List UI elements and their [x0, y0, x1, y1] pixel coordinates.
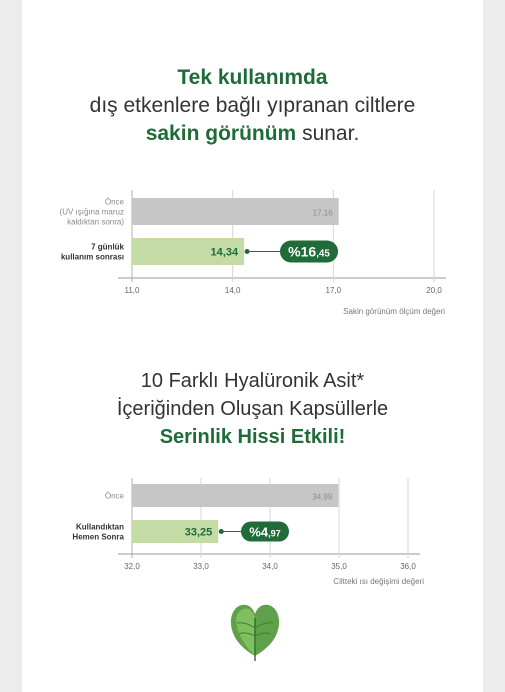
content-card: [22, 0, 483, 692]
bar: [132, 198, 339, 225]
category-label: Önce: [104, 491, 124, 501]
badge-value-dec: ,97: [268, 528, 281, 539]
x-axis-label: Sakin görünüm ölçüm değeri: [343, 307, 445, 316]
headline-2-line-3: Serinlik Hissi Etkili!: [159, 426, 346, 448]
headline-1-line-3-rest: sunar.: [296, 122, 360, 145]
x-axis-label: Ciltteki ısı değişimi değeri: [333, 577, 424, 586]
tick-label: 34,0: [262, 562, 278, 571]
headline-2-line-2: İçeriğinden Oluşan Kapsüllerle: [116, 398, 389, 420]
badge-dot: [219, 529, 224, 534]
headline-2-line-1: 10 Farklı Hyalüronik Asit*: [140, 370, 365, 392]
tick-label: 35,0: [331, 562, 347, 571]
headline-1-line-3-bold: sakin görünüm: [145, 122, 297, 145]
headline-2: [22, 367, 483, 451]
tick-label: 32,0: [124, 562, 140, 571]
badge-value-int: 4: [260, 524, 269, 540]
bar: [132, 484, 338, 507]
headline-1-line-2: dış etkenlere bağlı yıpranan ciltlere: [89, 94, 416, 117]
category-label: kaldıktan sonra): [67, 217, 124, 227]
badge-value-int: 16: [300, 243, 317, 260]
badge-percent-sign: %: [288, 243, 301, 260]
headline-1: [22, 64, 483, 148]
category-label: Önce: [104, 197, 124, 207]
tick-label: 11,0: [124, 286, 140, 295]
leaf-heart-icon: [227, 598, 283, 662]
category-label: Hemen Sonra: [72, 532, 124, 542]
bar-value-label: 34,99: [312, 492, 333, 502]
tick-label: 33,0: [193, 562, 209, 571]
category-label: kullanım sonrası: [60, 252, 124, 262]
tick-label: 20,0: [426, 286, 442, 295]
badge-dot: [245, 249, 250, 254]
category-label: (UV ışığına maruz: [59, 207, 124, 217]
tick-label: 36,0: [400, 562, 416, 571]
calming-appearance-chart: [22, 188, 483, 328]
badge-percent-sign: %: [249, 524, 261, 540]
category-label: 7 günlük: [91, 242, 124, 252]
tick-label: 14,0: [224, 286, 241, 295]
bar-value-label: 14,34: [210, 246, 239, 259]
cooling-effect-chart: [22, 478, 483, 596]
bar-value-label: 33,25: [184, 526, 213, 539]
bar-value-label: 17,16: [312, 208, 333, 218]
headline-1-line-1: Tek kullanımda: [177, 66, 328, 89]
category-label: Kullandıktan: [75, 522, 124, 532]
tick-label: 17,0: [325, 286, 342, 295]
badge-value-dec: ,45: [316, 248, 330, 260]
